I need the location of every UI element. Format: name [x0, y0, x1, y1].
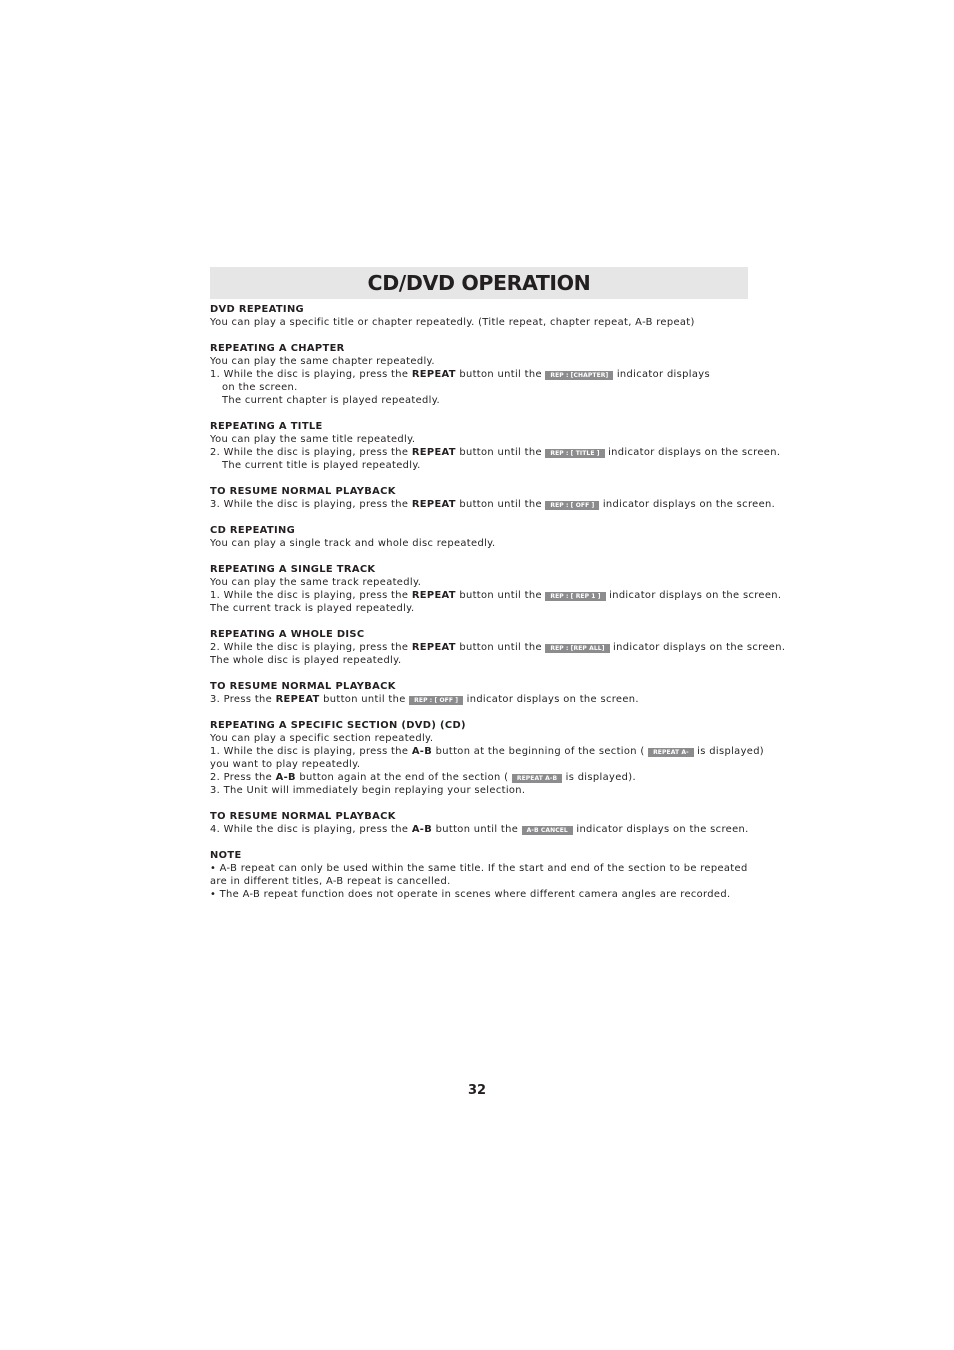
section-repeating-disc [210, 628, 786, 667]
paragraph: You can play a specific title or chapter repeatedly. (Title repeat, chapter repeat, A-B repeat) [210, 317, 695, 328]
step-continuation: on the screen. [222, 382, 298, 393]
text: 4. While the disc is playing, press the [210, 824, 412, 835]
step-line [210, 771, 770, 784]
note-line: • The A-B repeat function does not operate in scenes where different camera angles are recorded. [210, 889, 731, 900]
section-resume-ab [210, 810, 770, 836]
section-heading: REPEATING A SPECIFIC SECTION (DVD) (CD) [210, 720, 466, 731]
indicator-rep-title: REP : [ TITLE ] [545, 449, 604, 458]
step-line [210, 446, 781, 459]
section-heading: TO RESUME NORMAL PLAYBACK [210, 811, 396, 822]
text: 2. While the disc is playing, press the [210, 447, 412, 458]
indicator-rep-all: REP : [REP ALL] [545, 644, 609, 653]
section-resume-dvd [210, 485, 776, 511]
button-name: REPEAT [275, 694, 320, 705]
indicator-rep-1: REP : [ REP 1 ] [545, 592, 605, 601]
indicator-repeat-ab: REPEAT A-B [512, 774, 562, 783]
step-line [210, 498, 776, 511]
step-line [210, 693, 770, 706]
main-content [210, 303, 786, 914]
text: indicator displays on the screen. [463, 694, 639, 705]
text: is displayed) [693, 746, 765, 757]
section-heading: DVD REPEATING [210, 304, 305, 315]
text: button until the [455, 590, 546, 601]
result-text: The current track is played repeatedly. [210, 603, 415, 614]
text: indicator displays on the screen. [604, 447, 781, 458]
text: button again at the end of the section ( [295, 772, 512, 783]
text: 1. While the disc is playing, press the [210, 369, 412, 380]
indicator-ab-cancel: A-B CANCEL [522, 826, 573, 835]
text: 3. While the disc is playing, press the [210, 499, 412, 510]
step-line [210, 368, 770, 381]
button-name: A-B [275, 772, 296, 783]
section-heading: CD REPEATING [210, 525, 296, 536]
paragraph: You can play a single track and whole disc repeatedly. [210, 538, 496, 549]
indicator-rep-off: REP : [ OFF ] [409, 696, 463, 705]
text: button until the [455, 447, 546, 458]
button-name: REPEAT [411, 499, 456, 510]
text: is displayed). [562, 772, 636, 783]
text: 1. While the disc is playing, press the [210, 746, 412, 757]
text: 1. While the disc is playing, press the [210, 590, 412, 601]
section-resume-cd [210, 680, 770, 706]
section-note [210, 849, 770, 901]
section-heading: NOTE [210, 850, 242, 861]
section-repeating-chapter [210, 342, 770, 407]
button-name: A-B [411, 824, 433, 835]
text: indicator displays on the screen. [599, 499, 776, 510]
result-text: The whole disc is played repeatedly. [210, 655, 402, 666]
button-name: REPEAT [411, 369, 456, 380]
section-heading: REPEATING A WHOLE DISC [210, 629, 365, 640]
paragraph: You can play the same chapter repeatedly. [210, 356, 435, 367]
text: indicator displays on the screen. [572, 824, 749, 835]
text: indicator displays [613, 369, 710, 380]
step-continuation: you want to play repeatedly. [210, 759, 361, 770]
result-text: The current title is played repeatedly. [222, 460, 421, 471]
text: 3. Press the [210, 694, 276, 705]
step-line [210, 641, 786, 654]
step-line [210, 589, 782, 602]
paragraph: You can play the same title repeatedly. [210, 434, 416, 445]
indicator-rep-off: REP : [ OFF ] [545, 501, 599, 510]
note-line: are in different titles, A-B repeat is cancelled. [210, 876, 451, 887]
text: button until the [455, 369, 546, 380]
button-name: REPEAT [411, 642, 456, 653]
text: button until the [455, 642, 546, 653]
section-dvd-repeating [210, 303, 770, 329]
indicator-repeat-a: REPEAT A- [648, 748, 694, 757]
button-name: A-B [411, 746, 433, 757]
title-bar [210, 267, 748, 299]
result-text: The current chapter is played repeatedly. [222, 395, 441, 406]
step-line: 3. The Unit will immediately begin replaying your selection. [210, 785, 526, 796]
section-heading: REPEATING A CHAPTER [210, 343, 345, 354]
note-line: • A-B repeat can only be used within the same title. If the start and end of the section to be repeated [210, 863, 748, 874]
section-heading: REPEATING A SINGLE TRACK [210, 564, 376, 575]
text: button at the beginning of the section ( [432, 746, 649, 757]
text: 2. While the disc is playing, press the [210, 642, 412, 653]
button-name: REPEAT [411, 590, 456, 601]
paragraph: You can play a specific section repeatedly. [210, 733, 434, 744]
text: indicator displays on the screen. [609, 642, 786, 653]
section-heading: TO RESUME NORMAL PLAYBACK [210, 486, 396, 497]
step-line [210, 823, 770, 836]
text: button until the [455, 499, 546, 510]
section-repeating-section [210, 719, 770, 797]
text: button until the [319, 694, 410, 705]
section-heading: TO RESUME NORMAL PLAYBACK [210, 681, 396, 692]
paragraph: You can play the same track repeatedly. [210, 577, 422, 588]
page-title: CD/DVD OPERATION [367, 271, 591, 295]
text: 2. Press the [210, 772, 276, 783]
section-repeating-track [210, 563, 782, 615]
page-number: 32 [467, 1083, 487, 1098]
section-heading: REPEATING A TITLE [210, 421, 323, 432]
step-line [210, 745, 770, 758]
text: button until the [432, 824, 522, 835]
section-cd-repeating [210, 524, 770, 550]
section-repeating-title [210, 420, 781, 472]
text: indicator displays on the screen. [605, 590, 782, 601]
indicator-rep-chapter: REP : [CHAPTER] [545, 371, 613, 380]
button-name: REPEAT [411, 447, 456, 458]
